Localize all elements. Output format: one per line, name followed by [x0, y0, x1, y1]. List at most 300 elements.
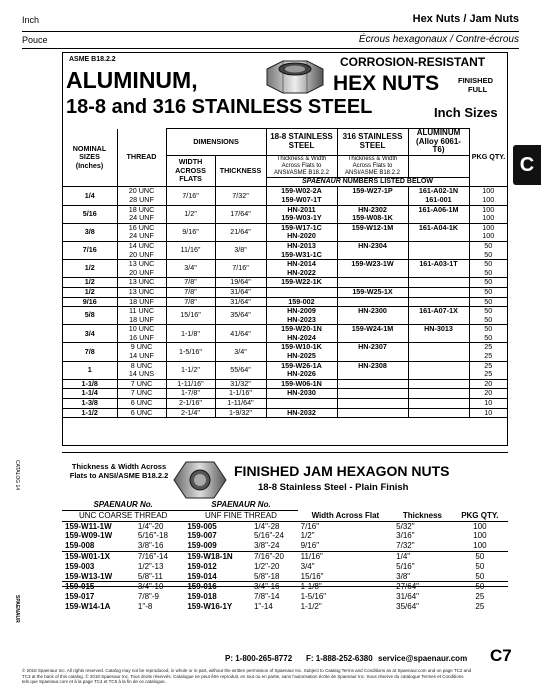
- hex-table-row: [63, 307, 508, 325]
- jam-cell-c_th: 1"-8: [137, 601, 153, 611]
- pkg-qty: [469, 241, 508, 259]
- jam-cell-f_no: 159-W18-1N: [187, 551, 233, 561]
- jam-col-unc: UNC COARSE THREAD: [79, 510, 168, 520]
- hex-table-row: [63, 187, 508, 205]
- jam-cell-w: 9/16": [300, 541, 320, 551]
- part-188: [266, 389, 337, 399]
- part-aluminum: [408, 260, 469, 278]
- part-aluminum-line: [411, 399, 467, 408]
- pkg-qty-line: 25: [484, 342, 493, 352]
- hex-table-row: [63, 389, 508, 399]
- jam-cell-f_no: 159-014: [187, 571, 217, 581]
- nominal-size: 1/2: [63, 278, 118, 288]
- hex-nuts-title: HEX NUTS: [333, 72, 440, 95]
- part-188: [266, 408, 337, 418]
- thread: [117, 223, 166, 241]
- width: 2-1/4": [166, 408, 215, 418]
- part-188-line: [269, 288, 335, 297]
- part-aluminum-line: [411, 298, 467, 307]
- jam-cell-c_th: 5/8"-11: [137, 571, 163, 581]
- thread-line: 7 UNC: [130, 378, 153, 388]
- part-316: [337, 408, 408, 418]
- pkg-qty-line: 25: [484, 369, 493, 379]
- width: 1-1/8": [166, 325, 215, 343]
- jam-cell-t: 5/16": [396, 561, 415, 571]
- part-188-line: HN-2013: [287, 240, 316, 250]
- pkg-qty-line: 50: [484, 314, 493, 324]
- part-aluminum: [408, 205, 469, 223]
- part-316-line: [340, 370, 406, 379]
- part-316-line: HN-2307: [358, 342, 387, 352]
- part-188: [266, 399, 337, 409]
- jam-col-unf: UNF FINE THREAD: [205, 510, 277, 520]
- part-188-line: HN-2011: [287, 204, 316, 214]
- hex-table-row: [63, 287, 508, 297]
- part-aluminum: [408, 287, 469, 297]
- hex-table-row: [63, 260, 508, 278]
- part-188-line: HN-2020: [287, 231, 316, 241]
- jam-col-spaenaur-2: SPAENAUR No.: [211, 500, 271, 509]
- jam-cell-t: 5/32": [396, 521, 415, 531]
- jam-cell-p: 100: [473, 521, 487, 531]
- pkg-qty-line: 50: [484, 249, 493, 259]
- jam-table-row: [62, 602, 508, 612]
- jam-cell-c_no: 159-017: [65, 592, 95, 602]
- thread-line: 11 UNC: [128, 306, 155, 316]
- jam-cell-t: 7/32": [396, 541, 415, 551]
- section-tab[interactable]: C: [513, 145, 541, 185]
- pkg-qty-line: 100: [482, 213, 495, 223]
- jam-table-row: [62, 531, 508, 541]
- jam-cell-f_th: 1/4"-28: [253, 521, 280, 531]
- jam-table-row: [62, 562, 508, 572]
- part-316-line: [340, 409, 406, 418]
- finished-label: FINISHED: [458, 76, 494, 85]
- col-pkg: PKG QTY.: [469, 129, 508, 187]
- jam-cell-p: 50: [475, 571, 485, 581]
- thread: [117, 343, 166, 361]
- thread-line: 20 UNF: [129, 249, 154, 259]
- hex-table-row: [63, 399, 508, 409]
- part-316-line: HN-2308: [358, 360, 387, 370]
- part-aluminum-line: 161-A03-1T: [419, 259, 458, 269]
- jam-cell-c_th: [135, 582, 184, 592]
- pkg-qty-line: 50: [484, 240, 493, 250]
- part-aluminum-line: 161-A02-1N: [418, 186, 459, 196]
- footer-fax: F: 1-888-252-6380: [306, 654, 373, 663]
- pkg-qty: [469, 307, 508, 325]
- thread-line: 8 UNC: [130, 360, 153, 370]
- pkg-qty: [469, 408, 508, 418]
- part-aluminum-line: [411, 232, 467, 241]
- header-title-fr: Écrous hexagonaux / Contre-écrous: [358, 34, 519, 45]
- part-316-line: HN-2304: [358, 240, 387, 250]
- thread-line: 20 UNF: [129, 267, 154, 277]
- thread: [117, 408, 166, 418]
- jam-cell-p: 100: [473, 531, 487, 541]
- part-188: [266, 187, 337, 205]
- nominal-size: 5/8: [63, 307, 118, 325]
- jam-subtitle: 18-8 Stainless Steel - Plain Finish: [258, 482, 409, 493]
- part-316: [337, 307, 408, 325]
- jam-cell-c_no: 159-003: [65, 561, 95, 571]
- thread-line: 14 UNC: [128, 240, 155, 250]
- part-aluminum-line: 161-A06-1M: [418, 204, 459, 214]
- part-188-line: 159-W06-1N: [281, 378, 322, 388]
- footer-email[interactable]: service@spaenaur.com: [378, 654, 468, 663]
- col-dimensions: DIMENSIONS: [166, 129, 266, 156]
- part-316-line: [340, 298, 406, 307]
- thread-line: 13 UNC: [128, 286, 155, 296]
- jam-cell-t: 31/64": [396, 592, 420, 602]
- jam-cell-w: 3/4": [300, 561, 315, 571]
- jam-cell-c_no: [62, 582, 135, 592]
- part-188-line: 159-W20-1N: [281, 324, 322, 334]
- hex-nut-icon: [255, 55, 333, 99]
- part-aluminum: [408, 307, 469, 325]
- part-316: [337, 325, 408, 343]
- thread: [117, 278, 166, 288]
- col-width: WIDTH ACROSS FLATS: [166, 155, 215, 187]
- part-188-line: HN-2026: [287, 369, 316, 379]
- part-188-line: 159-W07-1T: [281, 194, 322, 204]
- thickness: 7/16": [215, 260, 266, 278]
- part-188-line: 159-W31-1C: [281, 249, 322, 259]
- col-thread: THREAD: [117, 129, 166, 187]
- thread-line: 28 UNF: [129, 194, 154, 204]
- thread-line: 6 UNC: [130, 398, 153, 408]
- pkg-qty: [469, 260, 508, 278]
- jam-cell-f_th: 3/8"-24: [253, 541, 280, 551]
- header-inch: Inch: [22, 15, 40, 25]
- thickness: 1-11/64": [215, 399, 266, 409]
- jam-col-thickness: Thickness: [402, 510, 442, 520]
- hex-table-row: [63, 223, 508, 241]
- nominal-size: 5/16: [63, 205, 118, 223]
- part-188-line: HN-2022: [287, 267, 316, 277]
- part-aluminum-line: [411, 288, 467, 297]
- jam-cell-p: 100: [473, 541, 487, 551]
- side-brand-logo: SPAENAUR: [14, 595, 20, 623]
- thickness: 41/64": [215, 325, 266, 343]
- jam-cell-p: [452, 582, 508, 592]
- footer-page-number: C7: [490, 646, 512, 665]
- thread-line: 20 UNC: [128, 186, 155, 196]
- spaenaur-numbers-header: SPAENAUR NUMBERS LISTED BELOW: [266, 177, 469, 187]
- jam-cell-c_no: 159-W13-1W: [65, 571, 113, 581]
- part-316-line: [340, 352, 406, 361]
- part-188: [266, 205, 337, 223]
- col-188-note: Thickness & Width Across Flats to ANSI/ASME B18.2.2: [266, 155, 337, 177]
- part-316-line: [340, 251, 406, 260]
- hex-table-row: [63, 379, 508, 389]
- width: 3/4": [166, 260, 215, 278]
- jam-cell-c_no: 159-008: [65, 541, 95, 551]
- jam-cell-t: 1/4": [396, 551, 411, 561]
- part-316: [337, 389, 408, 399]
- thickness: 21/64": [215, 223, 266, 241]
- jam-cell-c_th: 1/2"-13: [137, 561, 164, 571]
- width: 15/16": [166, 307, 215, 325]
- part-188-line: HN-2023: [287, 314, 316, 324]
- part-aluminum-line: [411, 409, 467, 418]
- part-316-line: HN-2302: [358, 204, 387, 214]
- width: 7/8": [166, 297, 215, 307]
- part-316: [337, 223, 408, 241]
- part-316-line: 159-W24-1M: [351, 324, 394, 334]
- nominal-size: 1-1/2: [63, 408, 118, 418]
- jam-table-row: [62, 572, 508, 582]
- thread-line: 9 UNC: [130, 342, 153, 352]
- part-316-line: HN-2300: [358, 306, 387, 316]
- thread: [117, 307, 166, 325]
- jam-cell-c_th: 7/16"-14: [137, 551, 168, 561]
- thread: [117, 287, 166, 297]
- part-188: [266, 307, 337, 325]
- jam-cell-w: 11/16": [300, 551, 323, 561]
- width: 2-1/16": [166, 399, 215, 409]
- part-188-line: 159-W02-2A: [281, 186, 322, 196]
- thread-line: 7 UNC: [130, 388, 153, 398]
- part-188: [266, 325, 337, 343]
- part-188-line: HN-2032: [287, 407, 316, 417]
- pkg-qty: [469, 287, 508, 297]
- part-188-line: 159-W26-1A: [281, 360, 322, 370]
- thread: [117, 205, 166, 223]
- nominal-size: 1: [63, 361, 118, 379]
- jam-cell-t: 35/64": [396, 601, 420, 611]
- nominal-size: 3/8: [63, 223, 118, 241]
- thickness: 1-1/16": [215, 389, 266, 399]
- thickness: 17/64": [215, 205, 266, 223]
- jam-cell-f_th: 1"-14: [253, 601, 273, 611]
- part-316-line: [340, 232, 406, 241]
- jam-nuts-table: [62, 500, 508, 612]
- thickness: 3/8": [215, 241, 266, 259]
- hex-table-row: [63, 343, 508, 361]
- jam-table-row: [62, 582, 508, 592]
- part-aluminum: [408, 399, 469, 409]
- jam-col-spaenaur-1: SPAENAUR No.: [93, 500, 153, 509]
- thickness: 31/64": [215, 297, 266, 307]
- thread-line: 6 UNC: [130, 407, 153, 417]
- part-316-line: [340, 399, 406, 408]
- jam-cell-w: 1/2": [300, 531, 315, 541]
- thread: [117, 325, 166, 343]
- jam-cell-f_th: 1/2"-20: [253, 561, 280, 571]
- part-188-line: HN-2024: [287, 332, 316, 342]
- jam-cell-f_th: 5/16"-24: [253, 531, 284, 541]
- part-aluminum: [408, 379, 469, 389]
- side-catalog-label: CATALOG 14: [14, 460, 20, 491]
- jam-cell-c_th: 3/8"-16: [137, 541, 164, 551]
- part-316: [337, 379, 408, 389]
- thickness: 19/64": [215, 278, 266, 288]
- width: 7/8": [166, 278, 215, 288]
- pkg-qty-line: 20: [484, 378, 493, 388]
- jam-cell-f_th: 7/16"-20: [253, 551, 284, 561]
- hex-table-row: [63, 278, 508, 288]
- header-rule: [22, 31, 519, 32]
- pkg-qty: [469, 278, 508, 288]
- part-316-line: 159-W25-1X: [352, 286, 393, 296]
- jam-cell-f_no: 159-018: [187, 592, 217, 602]
- hex-table-row: [63, 205, 508, 223]
- pkg-qty-line: 100: [482, 194, 495, 204]
- jam-cell-c_th: 7/8"-9: [137, 592, 159, 602]
- col-316: 316 STAINLESS STEEL: [337, 129, 408, 156]
- jam-cell-f_th: 7/8"-14: [253, 592, 280, 602]
- thread-line: 16 UNF: [129, 332, 154, 342]
- jam-cell-c_no: 159-W09-1W: [65, 531, 113, 541]
- part-188: [266, 343, 337, 361]
- thread-line: 13 UNC: [128, 259, 155, 269]
- jam-cell-c_no: 159-W14-1A: [65, 601, 111, 611]
- part-aluminum-line: [411, 242, 467, 251]
- pkg-qty-line: 50: [484, 277, 493, 287]
- pkg-qty-line: 50: [484, 324, 493, 334]
- hex-table-row: [63, 408, 508, 418]
- jam-cell-c_th: 5/16"-18: [137, 531, 168, 541]
- part-aluminum-line: [411, 370, 467, 379]
- thread-line: 10 UNC: [128, 324, 155, 334]
- jam-col-width: Width Across Flat: [311, 510, 380, 520]
- part-aluminum-line: [411, 343, 467, 352]
- part-aluminum-line: [411, 362, 467, 371]
- width: 11/16": [166, 241, 215, 259]
- thread-line: 16 UNC: [128, 222, 155, 232]
- part-188-line: 159-W22-1K: [281, 277, 322, 287]
- nominal-size: 1-1/4: [63, 389, 118, 399]
- pkg-qty-line: 10: [484, 407, 493, 417]
- jam-cell-c_no: 159-W11-1W: [65, 521, 112, 531]
- thread-line: 18 UNF: [129, 296, 154, 306]
- part-aluminum-line: [411, 251, 467, 260]
- part-316: [337, 187, 408, 205]
- part-aluminum-line: [411, 334, 467, 343]
- part-188-line: HN-2014: [287, 259, 316, 269]
- part-316: [337, 343, 408, 361]
- part-aluminum-line: HN-3013: [424, 324, 453, 334]
- pkg-qty-line: 50: [484, 306, 493, 316]
- jam-cell-p: 50: [475, 551, 485, 561]
- thread-line: 18 UNC: [128, 204, 155, 214]
- thread-line: 14 UNS: [128, 369, 155, 379]
- jam-cell-t: 3/16": [396, 531, 415, 541]
- nominal-size: 1/2: [63, 260, 118, 278]
- jam-cell-f_no: 159-005: [187, 521, 217, 531]
- pkg-qty-line: 50: [484, 286, 493, 296]
- part-316-line: [340, 196, 406, 205]
- part-316-line: 159-W23-1W: [351, 259, 394, 269]
- jam-cell-f_no: 159-012: [187, 561, 217, 571]
- part-188: [266, 223, 337, 241]
- part-316: [337, 361, 408, 379]
- part-aluminum: [408, 241, 469, 259]
- part-316: [337, 260, 408, 278]
- thickness: 31/32": [215, 379, 266, 389]
- part-aluminum: [408, 361, 469, 379]
- part-aluminum-line: [411, 269, 467, 278]
- nominal-size: 7/8: [63, 343, 118, 361]
- header-title-en: Hex Nuts / Jam Nuts: [412, 13, 519, 25]
- part-316-line: [340, 334, 406, 343]
- part-316: [337, 241, 408, 259]
- aluminum-title: ALUMINUM,: [66, 67, 198, 93]
- width: 1-7/8": [166, 389, 215, 399]
- jam-cell-t: 3/8": [396, 571, 411, 581]
- part-aluminum-line: [411, 352, 467, 361]
- nominal-size: 1-1/8: [63, 379, 118, 389]
- thread: [117, 241, 166, 259]
- part-188-line: HN-2009: [287, 306, 316, 316]
- part-aluminum-line: 161-001: [425, 194, 452, 204]
- part-188: [266, 278, 337, 288]
- jam-cell-w: 15/16": [300, 571, 324, 581]
- thread: [117, 187, 166, 205]
- part-188: [266, 241, 337, 259]
- hex-table-row: [63, 241, 508, 259]
- thread-line: 18 UNF: [129, 314, 154, 324]
- col-thickness: THICKNESS: [215, 155, 266, 187]
- part-aluminum: [408, 343, 469, 361]
- part-aluminum-line: [411, 214, 467, 223]
- nominal-size: 9/16: [63, 297, 118, 307]
- pkg-qty-line: 20: [484, 388, 493, 398]
- full-label: FULL: [468, 85, 488, 94]
- jam-col-pkg: PKG QTY.: [461, 510, 499, 520]
- header-pouce: Pouce: [22, 35, 48, 45]
- jam-cell-w: 1-5/16": [300, 592, 327, 602]
- part-188-line: HN-2030: [287, 388, 316, 398]
- part-aluminum-line: [411, 389, 467, 398]
- thread-line: 24 UNF: [129, 231, 154, 241]
- hex-table-row: [63, 361, 508, 379]
- jam-table-row: [62, 521, 508, 531]
- header-rule-2: [22, 48, 519, 49]
- jam-rule: [62, 452, 508, 453]
- pkg-qty-line: 25: [484, 360, 493, 370]
- width: 7/8": [166, 287, 215, 297]
- part-aluminum-line: [411, 278, 467, 287]
- pkg-qty: [469, 187, 508, 205]
- pkg-qty-line: 100: [482, 222, 495, 232]
- part-316-line: 159-W27-1P: [352, 186, 393, 196]
- jam-cell-f_no: 159-W16-1Y: [187, 601, 233, 611]
- pkg-qty-line: 100: [482, 186, 495, 196]
- hex-nuts-table: [62, 128, 508, 418]
- footer-phone: P: 1-800-265-8772: [225, 654, 293, 663]
- part-316-line: 159-W12-1M: [351, 222, 394, 232]
- pkg-qty: [469, 205, 508, 223]
- pkg-qty-line: 50: [484, 259, 493, 269]
- jam-cell-c_no: 159-W01-1X: [65, 551, 110, 561]
- part-188-line: 159-W03-1Y: [281, 213, 322, 223]
- footer-copyright: © 2018 Spaenaur Inc. All rights reserved. Catalog may not be reproduced, in whole or in part, without the written permission of Spaenaur Inc. Subject to Catalog Terms and Conditions as at Spaenaur.com and on page TC2 and TC3 at the back of this catalog. © 2018 Spaenaur Inc. Tous droits réservés. Catalogue ne peut être reproduit, en tout ou en partie, sans l'autorisation écrite de Spaenaur Inc. Sous réserve du catalogue Termes et Conditions tels que Spaenaur.com et à la page TC4 et TC5 à la fin de ce catalogue.: [22, 668, 472, 685]
- asme-label: ASME B18.2.2: [69, 56, 116, 63]
- part-316-line: [340, 278, 406, 287]
- jam-cell-f_th: [251, 582, 298, 592]
- thread: [117, 399, 166, 409]
- col-nominal: NOMINAL SIZES (Inches): [63, 129, 118, 187]
- thickness: 31/64": [215, 287, 266, 297]
- width: 1-11/16": [166, 379, 215, 389]
- part-aluminum: [408, 389, 469, 399]
- thread: [117, 361, 166, 379]
- part-188: [266, 361, 337, 379]
- jam-cell-f_th: 5/8"-18: [253, 571, 280, 581]
- jam-note: Thickness & Width Across Flats to ANSI/ASME B18.2.2: [69, 462, 169, 480]
